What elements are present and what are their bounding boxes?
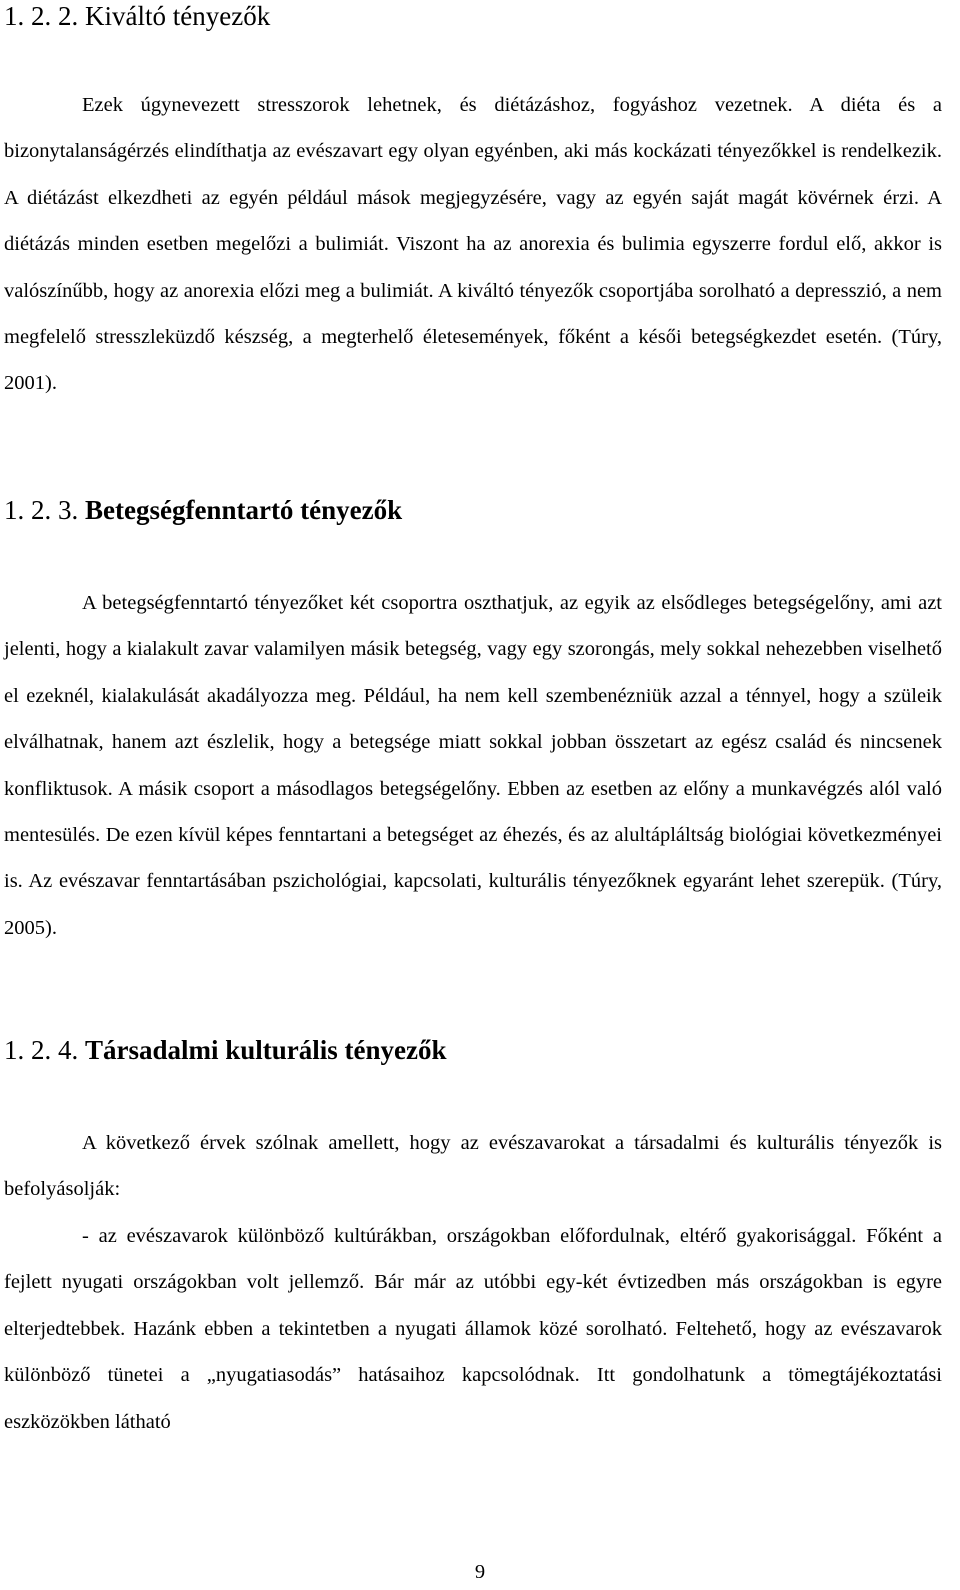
section-number: 1. 2. 3. xyxy=(4,495,79,525)
paragraph-tarsadalmi-list-item: - az evészavarok különböző kultúrákban, országokban előfordulnak, eltérő gyakorisággal. Főként a fejlett nyugati országokban volt jellemző. Bár már az utóbbi egy-két évtizedben más országokban is egyre elterjedtebbek. Hazánk ebben a tekintetben a nyugati államok közé sorolható. Feltehető, hogy az evészavarok különböző tünetei a „nyugatiasodás” hatásaihoz kapcsolódnak. Itt gondolhatunk a tömegtájékoztatási eszközökben látható xyxy=(4,1225,942,1433)
section-number: 1. 2. 4. xyxy=(4,1035,79,1065)
paragraph-kivalto: Ezek úgynevezett stresszorok lehetnek, és diétázáshoz, fogyáshoz vezetnek. A diéta és a bizonytalanságérzés elindíthatja az evészavart egy olyan egyénben, aki más kockázati tényezőkkel is rendelkezik. A diétázást elkezdheti az egyén például mások megjegyzésére, vagy az egyén saját magát kövérnek érzi. A diétázás minden esetben megelőzi a bulimiát. Viszont ha az anorexia és bulimia egyszerre fordul elő, akkor is valószínűbb, hogy az anorexia előzi meg a bulimiát. A kiváltó tényezők csoportjába sorolható a depresszió, a nem megfelelő stresszleküzdő készség, a megterhelő életesemények, főként a késői betegségkezdet esetén. (Túry, 2001). xyxy=(4,94,942,395)
section-title: Társadalmi kulturális tényezők xyxy=(85,1035,447,1065)
section-heading-tarsadalmi xyxy=(4,1034,447,1066)
section-title: Kiváltó tényezők xyxy=(85,1,271,31)
paragraph-tarsadalmi-intro: A következő érvek szólnak amellett, hogy az evészavarokat a társadalmi és kulturális tényezők is befolyásolják: xyxy=(4,1132,942,1201)
section-heading-betegsegfenntarto xyxy=(4,494,402,526)
section-heading-kivalto xyxy=(4,0,270,32)
paragraph-betegsegfenntarto: A betegségfenntartó tényezőket két csoportra oszthatjuk, az egyik az elsődleges betegségelőny, ami azt jelenti, hogy a kialakult zavar valamilyen másik betegség, vagy egy szorongás, mely sokkal nehezebben viselhető el ezeknél, kialakulását akadályozza meg. Például, ha nem kell szembenézniük azzal a ténnyel, hogy a szüleik elválhatnak, hanem azt észlelik, hogy a betegsége miatt sokkal jobban összetart az egész család és nincsenek konfliktusok. A másik csoport a másodlagos betegségelőny. Ebben az esetben az előny a munkavégzés alól való mentesülés. De ezen kívül képes fenntartani a betegséget az éhezés, és az alultápláltság biológiai következményei is. Az evészavar fenntartásában pszichológiai, kapcsolati, kulturális tényezőknek egyaránt lehet szerepük. (Túry, 2005). xyxy=(4,592,942,939)
section-title: Betegségfenntartó tényezők xyxy=(85,495,403,525)
section-number: 1. 2. 2. xyxy=(4,1,79,31)
page-number: 9 xyxy=(474,1561,486,1583)
